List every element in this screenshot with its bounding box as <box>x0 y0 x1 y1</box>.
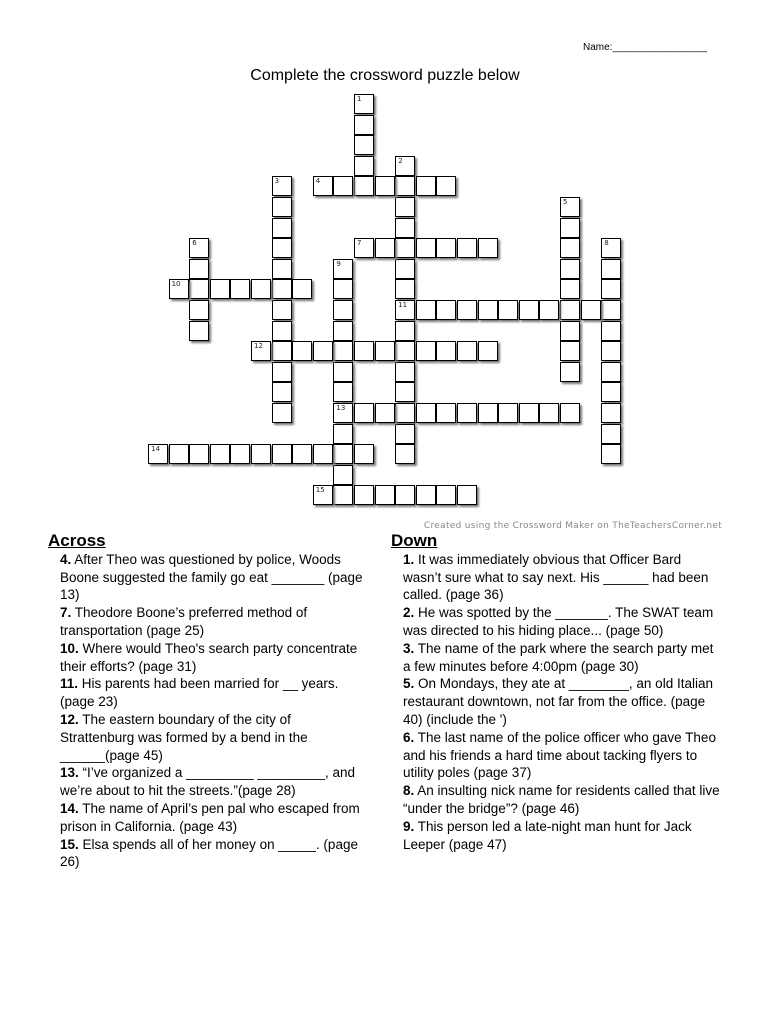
crossword-cell[interactable] <box>313 444 333 464</box>
crossword-cell[interactable] <box>498 300 518 320</box>
crossword-cell[interactable] <box>333 279 353 299</box>
crossword-cell[interactable] <box>395 444 415 464</box>
crossword-cell[interactable] <box>395 218 415 238</box>
clue-number-label: 11 <box>398 301 408 309</box>
crossword-cell[interactable] <box>292 341 312 361</box>
name-field-label: Name:_________________ <box>583 42 707 53</box>
crossword-cell[interactable] <box>416 176 436 196</box>
crossword-cell[interactable] <box>395 176 415 196</box>
crossword-cell[interactable] <box>230 279 250 299</box>
crossword-cell[interactable] <box>539 403 559 423</box>
crossword-cell[interactable] <box>601 382 621 402</box>
down-clue-text: An insulting nick name for residents called that live “under the bridge”? (page 46) <box>403 783 720 816</box>
down-clue-text: On Mondays, they ate at ________, an old Italian restaurant downtown, not far from the office. (page 40) (include the ') <box>403 676 713 727</box>
crossword-cell[interactable] <box>395 321 415 341</box>
crossword-cell[interactable] <box>560 341 580 361</box>
across-clue <box>48 836 368 872</box>
crossword-cell[interactable] <box>313 485 333 505</box>
crossword-cell[interactable] <box>478 300 498 320</box>
crossword-cell[interactable] <box>395 362 415 382</box>
crossword-cell[interactable] <box>560 300 580 320</box>
crossword-cell[interactable] <box>601 259 621 279</box>
crossword-cell[interactable] <box>333 341 353 361</box>
crossword-cell[interactable] <box>395 156 415 176</box>
across-clue-text: The name of April’s pen pal who escaped from prison in California. (page 43) <box>60 800 360 834</box>
crossword-cell[interactable] <box>272 341 292 361</box>
crossword-cell[interactable] <box>375 341 395 361</box>
crossword-cell[interactable] <box>333 321 353 341</box>
down-clue <box>391 604 721 640</box>
crossword-cell[interactable] <box>189 259 209 279</box>
crossword-cell[interactable] <box>272 403 292 423</box>
across-clue-number: 4. <box>60 551 72 567</box>
down-clue-number: 2. <box>403 605 415 621</box>
down-clue <box>391 640 721 676</box>
down-clue-number: 9. <box>403 818 415 834</box>
crossword-cell[interactable] <box>601 362 621 382</box>
crossword-cell[interactable] <box>230 444 250 464</box>
down-clue-text: The last name of the police officer who gave Theo and his friends a hard time about tacking flyers to utility poles (page 37) <box>403 729 716 781</box>
down-clue-number: 1. <box>403 551 415 567</box>
crossword-cell[interactable] <box>436 300 456 320</box>
clue-number-label: 13 <box>336 404 346 412</box>
crossword-cell[interactable] <box>395 197 415 217</box>
across-clues <box>48 532 368 871</box>
crossword-cell[interactable] <box>272 279 292 299</box>
crossword-cell[interactable] <box>292 279 312 299</box>
across-clue-text: Elsa spends all of her money on _____. (page 26) <box>60 836 358 870</box>
crossword-cell[interactable] <box>436 485 456 505</box>
credit-text: Created using the Crossword Maker on TheTeachersCorner.net <box>423 521 722 531</box>
crossword-cell[interactable] <box>395 424 415 444</box>
crossword-cell[interactable] <box>313 341 333 361</box>
crossword-cell[interactable] <box>272 238 292 258</box>
clue-number-label: 4 <box>315 177 321 186</box>
crossword-cell[interactable] <box>395 259 415 279</box>
clue-number-label: 14 <box>151 445 160 454</box>
crossword-cell[interactable] <box>436 238 456 258</box>
crossword-cell[interactable] <box>333 382 353 402</box>
crossword-cell[interactable] <box>395 485 415 505</box>
clue-number-label: 2 <box>398 156 403 165</box>
crossword-cell[interactable] <box>498 403 518 423</box>
down-clue-text: It was immediately obvious that Officer Bard wasn’t sure what to say next. His ______ had been called. (page 36) <box>403 551 709 603</box>
crossword-cell[interactable] <box>601 300 621 320</box>
crossword-cell[interactable] <box>272 382 292 402</box>
crossword-cell[interactable] <box>560 403 580 423</box>
across-clue-number: 14. <box>60 800 79 816</box>
crossword-cell[interactable] <box>478 403 498 423</box>
crossword-cell[interactable] <box>601 424 621 444</box>
crossword-cell[interactable] <box>272 321 292 341</box>
crossword-cell[interactable] <box>272 176 292 196</box>
crossword-cell[interactable] <box>333 465 353 485</box>
crossword-cell[interactable] <box>354 135 374 155</box>
clue-number-label: 15 <box>315 486 325 495</box>
across-clue-number: 13. <box>60 765 79 781</box>
crossword-cell[interactable] <box>272 300 292 320</box>
crossword-cell[interactable] <box>457 238 477 258</box>
crossword-cell[interactable] <box>251 341 271 361</box>
clue-number-label: 12 <box>254 342 263 351</box>
crossword-cell[interactable] <box>272 259 292 279</box>
crossword-cell[interactable] <box>354 444 374 464</box>
crossword-cell[interactable] <box>272 444 292 464</box>
down-clue-number: 5. <box>403 676 415 692</box>
crossword-cell[interactable] <box>457 300 477 320</box>
crossword-cell[interactable] <box>375 403 395 423</box>
clue-number-label: 5 <box>563 198 568 206</box>
crossword-cell[interactable] <box>354 403 374 423</box>
crossword-cell[interactable] <box>601 341 621 361</box>
down-clue-text: This person led a late-night man hunt for Jack Leeper (page 47) <box>403 818 692 852</box>
crossword-cell[interactable] <box>519 300 539 320</box>
crossword-cell[interactable] <box>601 321 621 341</box>
crossword-cell[interactable] <box>436 403 456 423</box>
crossword-cell[interactable] <box>333 362 353 382</box>
crossword-cell[interactable] <box>189 300 209 320</box>
clue-number-label: 3 <box>274 177 280 186</box>
crossword-cell[interactable] <box>169 279 189 299</box>
down-clue-number: 6. <box>403 729 415 745</box>
crossword-cell[interactable] <box>333 259 353 279</box>
crossword-cell[interactable] <box>189 321 209 341</box>
crossword-cell[interactable] <box>539 300 559 320</box>
across-clue <box>48 551 368 604</box>
crossword-cell[interactable] <box>560 197 580 217</box>
crossword-cell[interactable] <box>354 156 374 176</box>
clue-number-label: 7 <box>357 239 362 248</box>
across-clue-number: 10. <box>60 640 79 656</box>
across-clue-text: Theodore Boone’s preferred method of transportation (page 25) <box>60 605 308 638</box>
down-clue <box>391 675 721 728</box>
crossword-cell[interactable] <box>395 403 415 423</box>
down-heading: Down <box>391 531 438 550</box>
clue-number-label: 9 <box>336 259 341 268</box>
across-clue-number: 12. <box>60 711 79 727</box>
down-clue <box>391 729 721 782</box>
clue-number-label: 6 <box>192 239 197 248</box>
across-heading: Across <box>48 531 106 550</box>
crossword-cell[interactable] <box>189 444 209 464</box>
clue-number-label: 8 <box>604 239 609 248</box>
down-clue-number: 3. <box>403 640 415 656</box>
crossword-cell[interactable] <box>560 321 580 341</box>
crossword-cell[interactable] <box>395 341 415 361</box>
across-clue-text: After Theo was questioned by police, Woods Boone suggested the family go eat _______ (page 13) <box>60 551 363 603</box>
across-clue-text: “I’ve organized a _________ _________, and we’re about to hit the streets.”(page 28) <box>60 765 356 799</box>
page-title: Complete the crossword puzzle below <box>250 67 520 84</box>
down-clue-text: The name of the park where the search party met a few minutes before 4:00pm (page 30) <box>403 640 714 674</box>
crossword-cell[interactable] <box>354 115 374 135</box>
crossword-cell[interactable] <box>416 341 436 361</box>
crossword-cell[interactable] <box>210 444 230 464</box>
crossword-cell[interactable] <box>395 238 415 258</box>
crossword-cell[interactable] <box>395 382 415 402</box>
crossword-cell[interactable] <box>210 279 230 299</box>
crossword-cell[interactable] <box>560 362 580 382</box>
crossword-cell[interactable] <box>333 403 353 423</box>
across-clue <box>48 800 368 836</box>
across-clue <box>48 764 368 800</box>
crossword-cell[interactable] <box>478 238 498 258</box>
crossword-cell[interactable] <box>333 444 353 464</box>
crossword-cell[interactable] <box>272 218 292 238</box>
crossword-cell[interactable] <box>354 176 374 196</box>
crossword-cell[interactable] <box>436 176 456 196</box>
across-clue <box>48 675 368 711</box>
crossword-cell[interactable] <box>560 279 580 299</box>
crossword-cell[interactable] <box>354 341 374 361</box>
crossword-cell[interactable] <box>313 176 333 196</box>
across-clue-text: Where would Theo's search party concentrate their efforts? (page 31) <box>60 640 358 674</box>
crossword-cell[interactable] <box>416 238 436 258</box>
crossword-cell[interactable] <box>395 300 415 320</box>
crossword-cell[interactable] <box>457 485 477 505</box>
across-clue-number: 11. <box>60 676 79 692</box>
crossword-cell[interactable] <box>333 176 353 196</box>
down-clue <box>391 782 721 818</box>
clue-number-label: 10 <box>171 280 181 289</box>
across-clue <box>48 711 368 764</box>
across-clue-number: 7. <box>60 605 72 621</box>
across-clue-text: The eastern boundary of the city of Strattenburg was formed by a bend in the ______(page 45) <box>60 711 308 763</box>
crossword-cell[interactable] <box>436 341 456 361</box>
crossword-cell[interactable] <box>375 485 395 505</box>
across-clue-text: His parents had been married for __ years. (page 23) <box>60 676 339 710</box>
crossword-cell[interactable] <box>333 485 353 505</box>
crossword-cell[interactable] <box>272 362 292 382</box>
crossword-cell[interactable] <box>457 403 477 423</box>
down-clue-number: 8. <box>403 783 415 799</box>
crossword-cell[interactable] <box>395 279 415 299</box>
down-clue <box>391 818 721 854</box>
crossword-cell[interactable] <box>416 485 436 505</box>
crossword-cell[interactable] <box>601 444 621 464</box>
crossword-cell[interactable] <box>560 259 580 279</box>
crossword-cell[interactable] <box>189 238 209 258</box>
down-clue <box>391 551 721 604</box>
crossword-cell[interactable] <box>333 300 353 320</box>
crossword-cell[interactable] <box>560 218 580 238</box>
crossword-cell[interactable] <box>354 94 374 114</box>
crossword-cell[interactable] <box>251 444 271 464</box>
crossword-cell[interactable] <box>601 238 621 258</box>
crossword-cell[interactable] <box>416 300 436 320</box>
crossword-cell[interactable] <box>375 238 395 258</box>
crossword-cell[interactable] <box>272 197 292 217</box>
across-clue-number: 15. <box>60 836 79 852</box>
crossword-cell[interactable] <box>560 238 580 258</box>
crossword-cell[interactable] <box>354 485 374 505</box>
crossword-cell[interactable] <box>478 341 498 361</box>
crossword-cell[interactable] <box>354 238 374 258</box>
crossword-cell[interactable] <box>189 279 209 299</box>
crossword-cell[interactable] <box>457 341 477 361</box>
crossword-cell[interactable] <box>601 279 621 299</box>
down-clue-text: He was spotted by the _______. The SWAT team was directed to his hiding place... (page 50) <box>403 605 714 638</box>
crossword-cell[interactable] <box>416 403 436 423</box>
crossword-cell[interactable] <box>333 424 353 444</box>
crossword-cell[interactable] <box>148 444 168 464</box>
crossword-cell[interactable] <box>601 403 621 423</box>
crossword-cell[interactable] <box>292 444 312 464</box>
crossword-cell[interactable] <box>375 176 395 196</box>
clue-number-label: 1 <box>357 95 362 103</box>
crossword-cell[interactable] <box>251 279 271 299</box>
crossword-cell[interactable] <box>581 300 601 320</box>
crossword-cell[interactable] <box>169 444 189 464</box>
across-clue <box>48 604 368 640</box>
across-clue <box>48 640 368 676</box>
crossword-cell[interactable] <box>519 403 539 423</box>
down-clues <box>391 532 721 853</box>
